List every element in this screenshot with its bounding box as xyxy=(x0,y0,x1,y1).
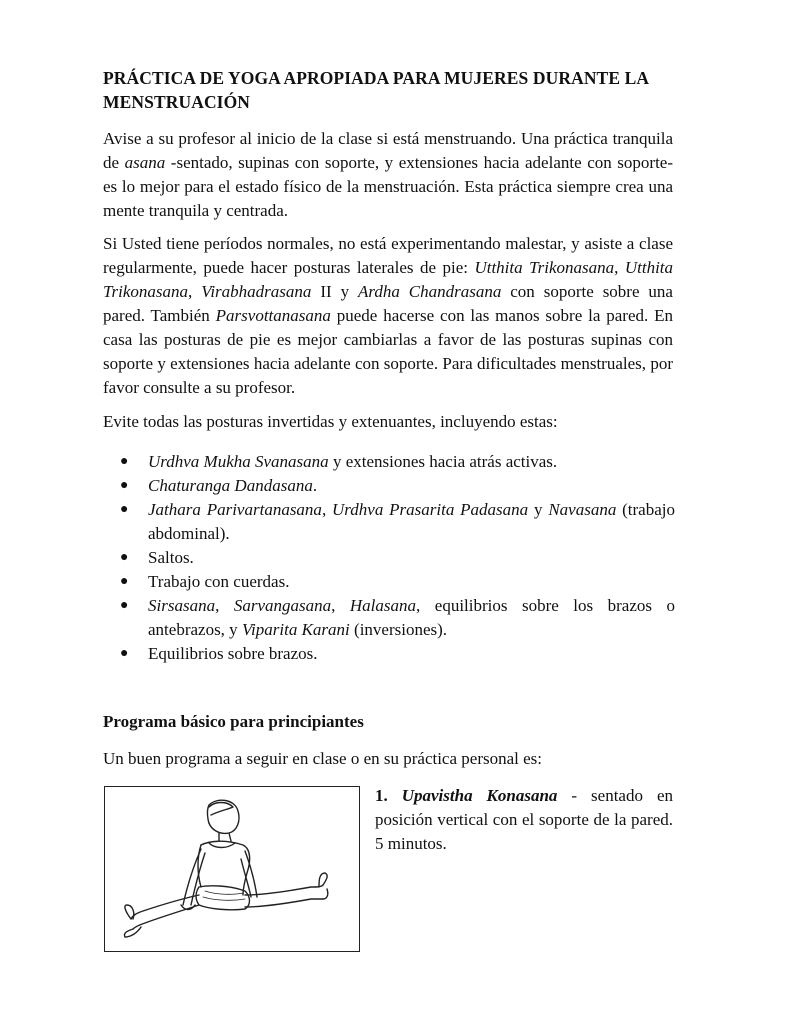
text-italic: Halasana xyxy=(349,596,417,615)
text-italic: Urdhva Mukha Svanasana xyxy=(148,452,329,471)
avoid-poses-list xyxy=(120,450,675,666)
section-heading: Programa básico para principiantes xyxy=(103,712,364,731)
list-item xyxy=(120,594,675,642)
text: puede hacerse con las manos sobre la pared. En casa las posturas de pie es mejor cambiarlas a favor de las posturas supinas con soporte y extensiones hacia adelante con soporte. Para dificultades menstruales, por favor consulte a su profesor. xyxy=(103,306,673,397)
intro-paragraph xyxy=(103,127,673,223)
bullet-icon: ● xyxy=(120,478,129,493)
text-italic: Ardha Chandrasana xyxy=(357,282,502,301)
bullet-icon: ● xyxy=(120,574,129,589)
text: y xyxy=(528,500,549,519)
seated-wide-leg-pose-icon xyxy=(105,787,358,950)
bullet-icon: ● xyxy=(120,454,129,469)
text-italic: Sarvangasana xyxy=(233,596,332,615)
text-italic: Utthita Trikonasana xyxy=(103,258,674,301)
text: Avise a su profesor al inicio de la clase si está menstruando. Una práctica tranquila de xyxy=(103,129,673,172)
text: (inversiones). xyxy=(349,620,448,639)
text-italic: Jathara Parivartanasana xyxy=(148,500,322,519)
document-title: PRÁCTICA DE YOGA APROPIADA PARA MUJERES DURANTE LA MENSTRUACIÓN xyxy=(103,68,649,112)
text: (trabajo abdominal). xyxy=(148,500,675,543)
program-intro-paragraph: Un buen programa a seguir en clase o en su práctica personal es: xyxy=(103,749,542,768)
text: II y xyxy=(311,282,358,301)
text: con soporte sobre una pared. También xyxy=(103,282,673,325)
text: Saltos. xyxy=(148,548,194,567)
text-italic: Urdhva Prasarita Padasana xyxy=(332,500,529,519)
text: y extensiones hacia atrás activas. xyxy=(328,452,558,471)
text: , xyxy=(188,282,202,301)
text-italic: Parsvottanasana xyxy=(215,306,331,325)
normal-periods-paragraph xyxy=(103,232,673,400)
text-italic: Virabhadrasana xyxy=(201,282,312,301)
bullet-icon: ● xyxy=(120,598,129,613)
bullet-icon: ● xyxy=(120,550,129,565)
text: -sentado, supinas con soporte, y extensiones hacia adelante con soporte- es lo mejor para el estado físico de la menstruación. Esta práctica siempre crea una mente tranquila y centrada. xyxy=(103,153,673,220)
text: , xyxy=(215,596,234,615)
bullet-icon: ● xyxy=(120,502,129,517)
list-item xyxy=(120,546,675,570)
text-italic: Chaturanga Dandasana xyxy=(148,476,313,495)
avoid-paragraph: Evite todas las posturas invertidas y extenuantes, incluyendo estas: xyxy=(103,412,558,431)
text-italic: asana xyxy=(124,153,166,172)
pose-name: Upavistha Konasana xyxy=(401,786,558,805)
list-item xyxy=(120,498,675,546)
list-item xyxy=(120,642,675,666)
text-italic: Sirsasana xyxy=(148,596,216,615)
text: , xyxy=(331,596,350,615)
text: , equilibrios sobre los brazos o antebrazos, y xyxy=(148,596,676,639)
list-item xyxy=(120,570,675,594)
step-number: 1. xyxy=(375,786,388,805)
bullet-icon: ● xyxy=(120,646,129,661)
text: . xyxy=(312,476,318,495)
list-item xyxy=(120,474,675,498)
text-italic: Viparita Karani xyxy=(241,620,350,639)
text: Trabajo con cuerdas. xyxy=(148,572,290,591)
text: , xyxy=(614,258,625,277)
text: Si Usted tiene períodos normales, no está experimentando malestar, y asiste a clase regularmente, puede hacer posturas laterales de pie: xyxy=(103,234,673,277)
text: Equilibrios sobre brazos. xyxy=(148,644,318,663)
step-description: - sentado en posición vertical con el soporte de la pared. 5 minutos. xyxy=(375,786,674,853)
pose-illustration-frame xyxy=(104,786,360,952)
text-italic: Navasana xyxy=(548,500,617,519)
text-italic: Utthita Trikonasana xyxy=(474,258,615,277)
list-item xyxy=(120,450,675,474)
step-1 xyxy=(375,784,673,856)
text: , xyxy=(321,500,333,519)
